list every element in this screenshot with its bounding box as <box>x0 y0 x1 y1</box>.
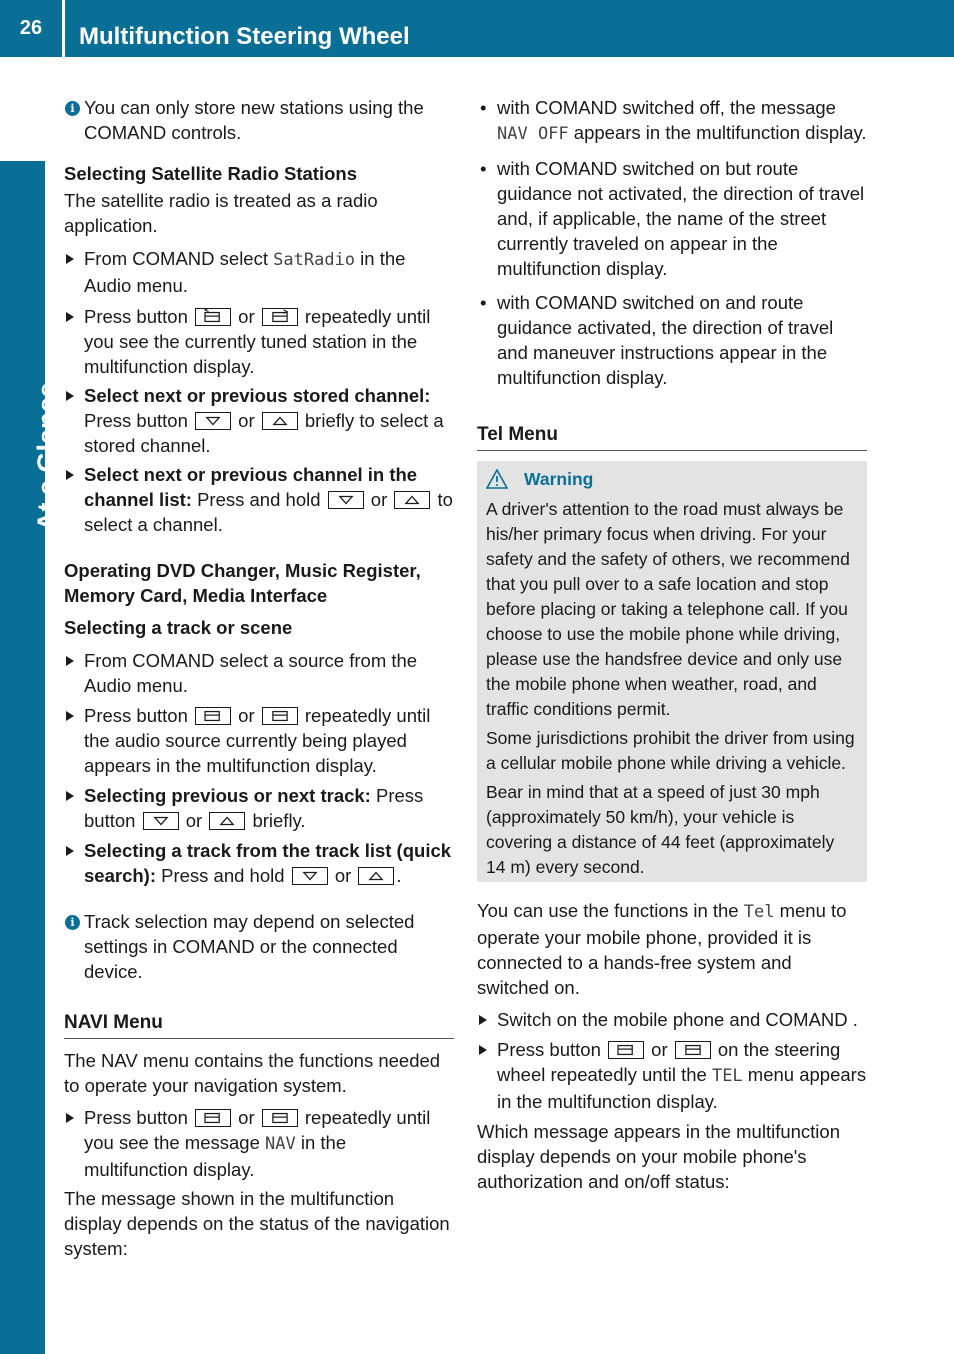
navi-outro: The message shown in the multifunction display depends on the status of the navigation system: <box>64 1188 450 1259</box>
menu-back-button-icon <box>195 707 231 725</box>
warning-text: Bear in mind that at a speed of just 30 mph (approximately 50 km/h), your vehicle is covering a distance of 44 feet (approximately 14 m) every second. <box>486 782 835 877</box>
up-button-icon <box>262 412 298 430</box>
left-column <box>64 95 454 1261</box>
header-divider <box>62 0 65 57</box>
info-icon: i <box>65 101 80 116</box>
down-button-icon <box>143 812 179 830</box>
tel-outro: Which message appears in the multifunction display depends on your mobile phone's authorization and on/off status: <box>477 1121 840 1192</box>
warning-box <box>477 461 867 882</box>
step-item: Press button or repeatedly until you see the message NAV in the multifunction display. <box>64 1105 454 1182</box>
up-button-icon <box>209 812 245 830</box>
info-note: i You can only store new stations using the COMAND controls. <box>64 95 454 145</box>
step-item: From COMAND select a source from the Audio menu. <box>64 648 454 698</box>
bullet-item: • with COMAND switched on and route guidance activated, the direction of travel and maneuver instructions appear in the multifunction display. <box>477 290 867 390</box>
menu-forward-button-icon <box>262 308 298 326</box>
warning-text: Some jurisdictions prohibit the driver from using a cellular mobile phone while driving a vehicle. <box>486 728 855 773</box>
tel-heading: Tel Menu <box>477 422 867 451</box>
step-item: Selecting previous or next track: Press button or briefly. <box>64 783 454 833</box>
menu-back-button-icon <box>195 1109 231 1127</box>
side-tab <box>0 161 62 1354</box>
warning-triangle-icon <box>486 469 508 489</box>
menu-forward-button-icon <box>675 1041 711 1059</box>
step-item: Press button or repeatedly until the audio source currently being played appears in the multifunction display. <box>64 703 454 778</box>
right-column <box>477 95 867 1194</box>
warning-title: Warning <box>486 467 858 492</box>
menu-forward-button-icon <box>262 1109 298 1127</box>
side-tab-label: At a Glance <box>32 382 62 531</box>
step-item: Switch on the mobile phone and COMAND . <box>477 1007 867 1032</box>
navi-intro: The NAV menu contains the functions needed to operate your navigation system. <box>64 1050 441 1096</box>
tel-intro: You can use the functions in the Tel menu to operate your mobile phone, provided it is connected to a hands-free system and switched on. <box>477 900 847 998</box>
step-item: From COMAND select SatRadio in the Audio menu. <box>64 246 454 298</box>
down-button-icon <box>328 491 364 509</box>
bullet-item: • with COMAND switched off, the message NAV OFF appears in the multifunction display. <box>477 95 867 147</box>
step-item: Press button or on the steering wheel repeatedly until the TEL menu appears in the multifunction display. <box>477 1037 867 1114</box>
track-heading: Selecting a track or scene <box>64 617 293 638</box>
page-header <box>0 0 954 57</box>
page-number: 26 <box>19 17 43 39</box>
info-note: i Track selection may depend on selected settings in COMAND or the connected device. <box>64 909 454 984</box>
step-item: Press button or repeatedly until you see the currently tuned station in the multifunction display. <box>64 304 454 379</box>
dvd-heading: Operating DVD Changer, Music Register, Memory Card, Media Interface <box>64 560 421 606</box>
page-title: Multifunction Steering Wheel <box>79 23 410 50</box>
step-item: Selecting a track from the track list (quick search): Press and hold or . <box>64 838 454 888</box>
navi-heading: NAVI Menu <box>64 1010 454 1039</box>
down-button-icon <box>195 412 231 430</box>
down-button-icon <box>292 867 328 885</box>
up-button-icon <box>394 491 430 509</box>
menu-forward-button-icon <box>262 707 298 725</box>
sat-heading: Selecting Satellite Radio Stations <box>64 163 357 184</box>
bullet-item: • with COMAND switched on but route guidance not activated, the direction of travel and, if applicable, the name of the street currently traveled on appear in the multifunction display. <box>477 156 867 281</box>
info-icon: i <box>65 915 80 930</box>
warning-text: A driver's attention to the road must always be his/her primary focus when driving. For your safety and the safety of others, we recommend that you pull over to a safe location and stop before placing or taking a telephone call. If you choose to use the mobile phone while driving, please use the handsfree device and only use the mobile phone when weather, road, and traffic conditions permit. <box>486 499 850 719</box>
sat-intro: The satellite radio is treated as a radio application. <box>64 190 378 236</box>
up-button-icon <box>358 867 394 885</box>
menu-back-button-icon <box>195 308 231 326</box>
step-item: Select next or previous stored channel: Press button or briefly to select a stored channel. <box>64 383 454 458</box>
menu-back-button-icon <box>608 1041 644 1059</box>
step-item: Select next or previous channel in the channel list: Press and hold or to select a channel. <box>64 462 454 537</box>
